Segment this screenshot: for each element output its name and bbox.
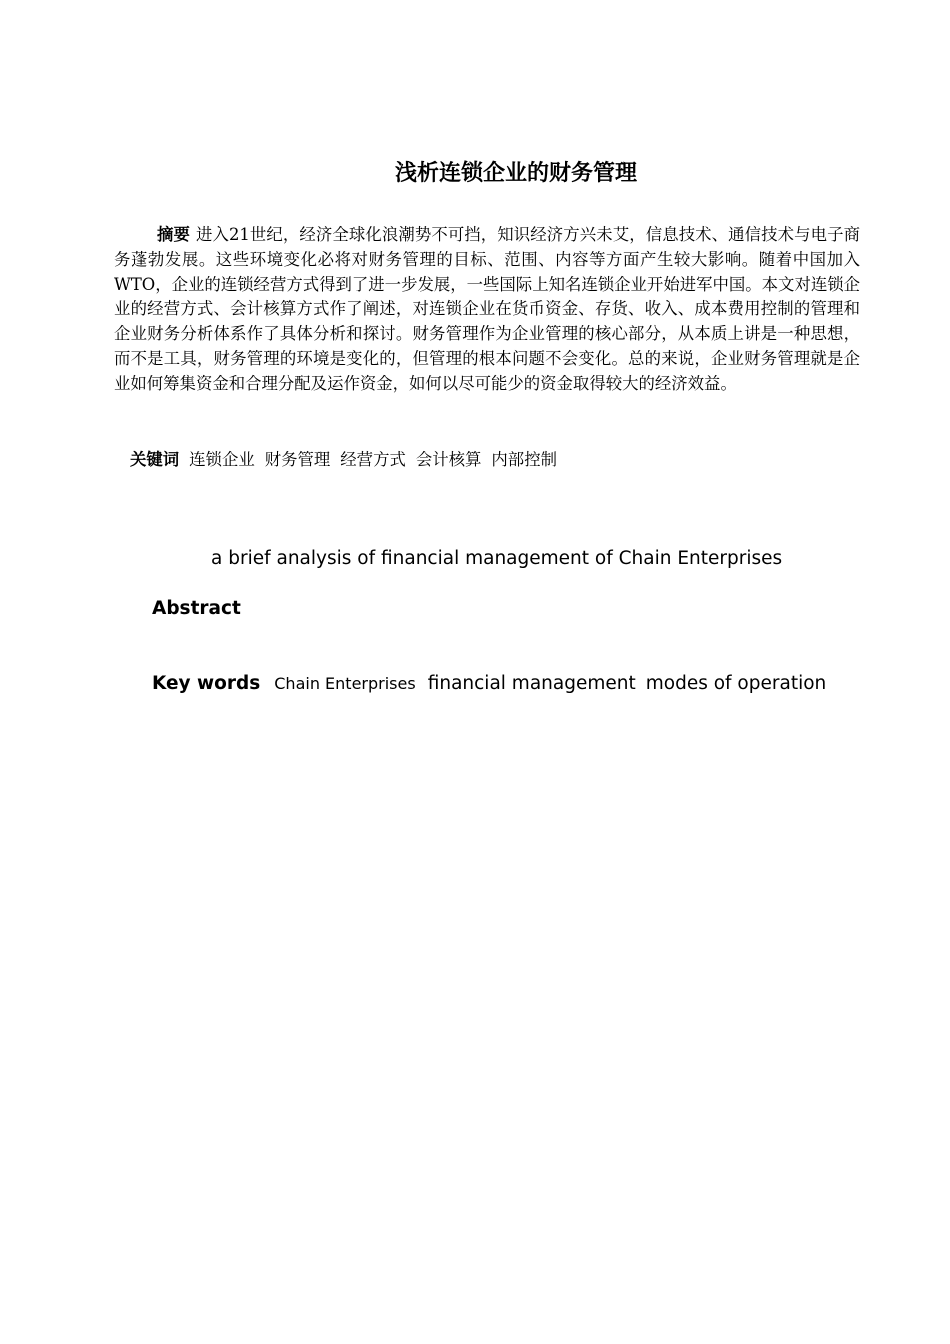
keywords-en-label: Key words bbox=[152, 673, 261, 694]
keyword-cn: 经营方式 bbox=[340, 450, 406, 469]
document-title-en: a brief analysis of financial management of Chain Enterprises bbox=[211, 548, 783, 569]
document-title-cn: 浅析连锁企业的财务管理 bbox=[394, 161, 637, 186]
keyword-cn: 内部控制 bbox=[491, 450, 557, 469]
keyword-cn: 连锁企业 bbox=[189, 450, 255, 469]
abstract-en-label: Abstract bbox=[152, 598, 241, 619]
abstract-cn-label: 摘要 bbox=[157, 225, 190, 244]
keyword-en: financial management bbox=[427, 673, 636, 694]
keyword-en: modes of operation bbox=[645, 673, 827, 694]
keywords-cn bbox=[130, 447, 567, 473]
keywords-cn-label: 关键词 bbox=[130, 450, 180, 469]
abstract-cn-text: 进入21世纪，经济全球化浪潮势不可挡，知识经济方兴未艾，信息技术、通信技术与电子商务蓬勃发展。这些环境变化必将对财务管理的目标、范围、内容等方面产生较大影响。随着中国加入WTO，企业的连锁经营方式得到了进一步发展，一些国际上知名连锁企业开始进军中国。本文对连锁企业的经营方式、会计核算方式作了阐述，对连锁企业在货币资金、存货、收入、成本费用控制的管理和企业财务分析体系作了具体分析和探讨。财务管理作为企业管理的核心部分，从本质上讲是一种思想，而不是工具，财务管理的环境是变化的，但管理的根本问题不会变化。总的来说，企业财务管理就是企业如何筹集资金和合理分配及运作资金，如何以尽可能少的资金取得较大的经济效益。 bbox=[114, 225, 861, 393]
keywords-en bbox=[152, 671, 836, 697]
keyword-cn: 财务管理 bbox=[264, 450, 331, 469]
keyword-en: Chain Enterprises bbox=[274, 674, 416, 693]
abstract-cn bbox=[114, 223, 860, 397]
keyword-cn: 会计核算 bbox=[415, 450, 482, 469]
